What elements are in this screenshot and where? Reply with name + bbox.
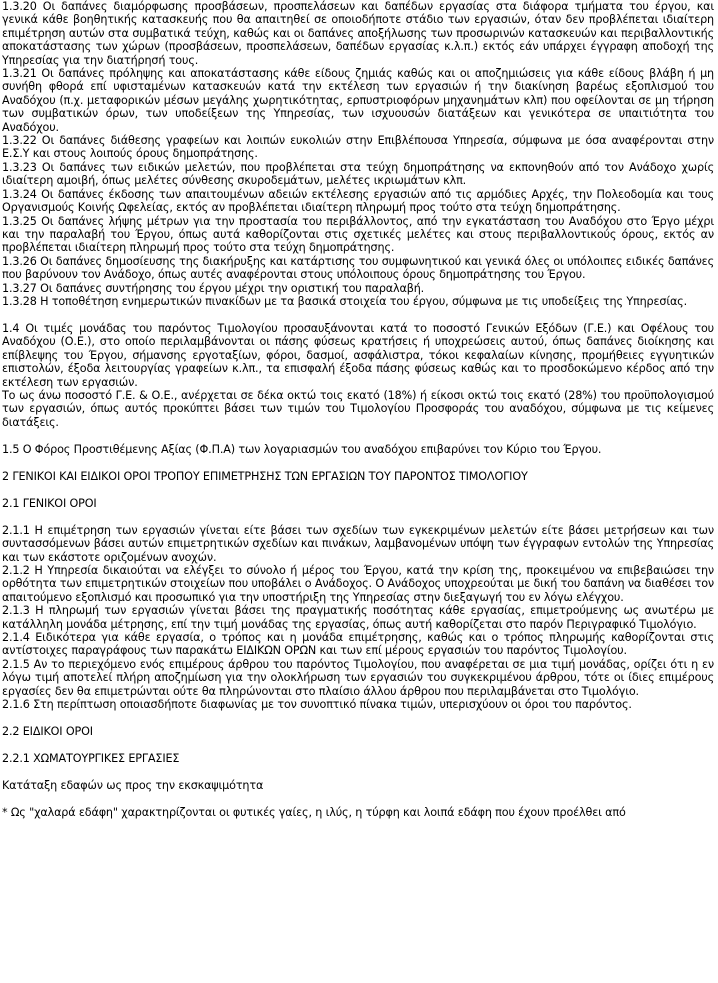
paragraph-1-3-27: 1.3.27 Οι δαπάνες συντήρησης του έργου μέχρι την οριστική του παραλαβή. bbox=[2, 281, 425, 295]
section-heading-2-2-1: 2.2.1 ΧΩΜΑΤΟΥΡΓΙΚΕΣ ΕΡΓΑΣΙΕΣ bbox=[2, 752, 180, 766]
paragraph-1-3-28: 1.3.28 Η τοποθέτηση ενημερωτικών πινακίδων με τα βασικά στοιχεία του έργου, σύμφωνα με τις υποδείξεις της Υπηρεσίας. bbox=[2, 294, 687, 308]
paragraph-1-4-rate: Το ως άνω ποσοστό Γ.Ε. & Ο.Ε., ανέρχεται σε δέκα οκτώ τοις εκατό (18%) ή είκοσι οκτώ τοις εκατό (28%) του προϋπολογισμού των εργασιών, όπως αυτός προκύπτει βάσει των τιμών του Τιμολογίου Προσφοράς του αναδόχου, σύμφωνα με τις κείμενες διατάξεις. bbox=[2, 388, 714, 429]
paragraph-1-5: 1.5 Ο Φόρος Προστιθέμενης Αξίας (Φ.Π.Α) των λογαριασμών του αναδόχου επιβαρύνει τον Κύριο του Έργου. bbox=[2, 442, 602, 456]
blank-line bbox=[2, 429, 714, 443]
paragraph-2-1-4: 2.1.4 Ειδικότερα για κάθε εργασία, ο τρόπος και η μονάδα επιμέτρησης, καθώς και ο τρόπος πληρωμής καθορίζονται στις αντίστοιχες παραγράφους των παρακάτω ΕΙΔΙΚΩΝ ΟΡΩΝ και των επί μέρους εργασιών του παρόντος Τιμολογίου. bbox=[2, 631, 714, 658]
paragraph-2-1-1: 2.1.1 Η επιμέτρηση των εργασιών γίνεται είτε βάσει των σχεδίων των εγκεκριμένων μελετών είτε βάσει μετρήσεων και των συντασσόμενων βάσει αυτών επιμετρητικών σχεδίων και πινάκων, λαμβανομένων υπόψη των έγγραφων εντολών της Υπηρεσίας και των εκάστοτε οριζομένων ανοχών. bbox=[2, 523, 714, 564]
paragraph-1-3-23: 1.3.23 Οι δαπάνες των ειδικών μελετών, που προβλέπεται στα τεύχη δημοπράτησης να εκπονηθούν από τον Ανάδοχο χωρίς ιδιαίτερη αμοιβή, όπως μελέτες σύνθεσης σκυροδεμάτων, μελέτες ικριωμάτων κλπ. bbox=[2, 160, 714, 188]
paragraph-1-3-20: 1.3.20 Οι δαπάνες διαμόρφωσης προσβάσεων, προσπελάσεων και δαπέδων εργασίας στα διάφορα τμήματα του έργου, και γενικά κάθε βοηθητικής κατασκευής που θα απαιτηθεί σε οποιοδήποτε στάδιο των εργασιών, όταν δεν προβλέπεται ιδιαίτερη επιμέτρηση αυτών στα συμβατικά τεύχη, καθώς και οι δαπάνες αποξήλωσης των προσωρινών κατασκευών και περιβαλλοντικής αποκατάστασης των χώρων (προσβάσεων, προσπελάσεων, δαπέδων εργασίας κ.λ.π.) εκτός εάν υπάρχει έγγραφη αποδοχή της Υπηρεσίας για την διατήρησή τους. bbox=[2, 0, 714, 67]
paragraph-1-4: 1.4 Οι τιμές μονάδας του παρόντος Τιμολογίου προσαυξάνονται κατά το ποσοστό Γενικών Εξόδων (Γ.Ε.) και Οφέλους του Αναδόχου (Ο.Ε.), στο οποίο περιλαμβάνονται οι πάσης φύσεως κρατήσεις ή υποχρεώσεις αυτού, όπως δαπάνες διοίκησης και επίβλεψης του Έργου, σήμανσης εργοταξίων, φόροι, δασμοί, ασφάλιστρα, τόκοι κεφαλαίων κίνησης, προμήθειες εγγυητικών επιστολών, έξοδα λειτουργίας γραφείων κ.λπ., τα επισφαλή έξοδα πάσης φύσεως καθώς και το προσδοκώμενο κέρδος από την εκτέλεση των εργασιών. bbox=[2, 321, 714, 389]
paragraph-2-1-3: 2.1.3 Η πληρωμή των εργασιών γίνεται βάσει της πραγματικής ποσότητας κάθε εργασίας, επιμετρούμενης ως ανωτέρω με κατάλληλη μονάδα μέτρησης, επί την τιμή μονάδας της εργασίας, όπως αυτή καθορίζεται στο παρόν Περιγραφικό Τιμολόγιο. bbox=[2, 604, 714, 631]
paragraph-1-3-26: 1.3.26 Οι δαπάνες δημοσίευσης της διακήρυξης και κατάρτισης του συμφωνητικού και γενικά όλες οι υπόλοιπες ειδικές δαπάνες που βαρύνουν τον Ανάδοχο, όπως αυτές αναφέρονται στους υπόλοιπους όρους δημοπράτησης του Έργου. bbox=[2, 254, 714, 282]
blank-line bbox=[2, 308, 714, 322]
paragraph-2-1-2: 2.1.2 Η Υπηρεσία δικαιούται να ελέγξει το σύνολο ή μέρος του Έργου, κατά την κρίση της, προκειμένου να επιβεβαιώσει την ορθότητα των επιμετρητικών στοιχείων που υποβάλει ο Ανάδοχος. Ο Ανάδοχος υποχρεούται με δική του δαπάνη να διαθέσει τον απαιτούμενο εξοπλισμό και προσωπικό για την υποστήριξη της Υπηρεσίας στην διεξαγωγή του εν λόγω ελέγχου. bbox=[2, 564, 714, 604]
blank-line bbox=[2, 711, 714, 725]
paragraph-1-3-21: 1.3.21 Οι δαπάνες πρόληψης και αποκατάστασης κάθε είδους ζημιάς καθώς και οι αποζημιώσεις για κάθε είδους βλάβη ή μη συνήθη φθορά επί υφισταμένων κατασκευών κατά την εκτέλεση των εργασιών ή την διακίνηση βαρέως εξοπλισμού του Αναδόχου (π.χ. μεταφορικών μέσων μεγάλης χωρητικότητας, ερπυστριοφόρων μηχανημάτων κλπ) που οφείλονται σε μη τήρηση των συμβατικών όρων, των υποδείξεων της Υπηρεσίας, των ισχυουσών διατάξεων και γενικότερα σε υπαιτιότητα του Αναδόχου. bbox=[2, 67, 714, 134]
paragraph-2-1-6: 2.1.6 Στη περίπτωση οποιασδήποτε διαφωνίας με τον συνοπτικό πίνακα τιμών, υπερισχύουν οι όροι του παρόντος. bbox=[2, 698, 632, 712]
blank-line bbox=[2, 510, 714, 524]
blank-line bbox=[2, 483, 714, 497]
section-heading-2-2: 2.2 ΕΙΔΙΚΟΙ ΟΡΟΙ bbox=[2, 725, 93, 739]
document-page bbox=[2, 0, 714, 819]
paragraph-1-3-25: 1.3.25 Οι δαπάνες λήψης μέτρων για την προστασία του περιβάλλοντος, από την εγκατάσταση του Αναδόχου στο Έργο μέχρι και την παραλαβή του Έργου, όπως αυτά καθορίζονται στις σχετικές μελέτες και στους περιβαλλοντικούς όρους, εκτός αν προβλέπεται ιδιαίτερη πληρωμή προς τούτο στα τεύχη δημοπράτησης. bbox=[2, 214, 714, 255]
section-heading-2: 2 ΓΕΝΙΚΟΙ ΚΑΙ ΕΙΔΙΚΟΙ ΟΡΟΙ ΤΡΟΠΟΥ ΕΠΙΜΕΤΡΗΣΗΣ ΤΩΝ ΕΡΓΑΣΙΩΝ ΤΟΥ ΠΑΡΟΝΤΟΣ ΤΙΜΟΛΟΓΙΟΥ bbox=[2, 469, 528, 483]
blank-line bbox=[2, 456, 714, 470]
paragraph-1-3-24: 1.3.24 Οι δαπάνες έκδοσης των απαιτουμένων αδειών εκτέλεσης εργασιών από τις αρμόδιες Αρχές, την Πολεοδομία και τους Οργανισμούς Κοινής Ωφελείας, εκτός αν προβλέπεται ιδιαίτερη πληρωμή προς τούτο στα τεύχη δημοπράτησης. bbox=[2, 187, 714, 215]
paragraph-loose-soils: * Ως "χαλαρά εδάφη" χαρακτηρίζονται οι φυτικές γαίες, η ιλύς, η τύρφη και λοιπά εδάφη που έχουν προέλθει από bbox=[2, 806, 626, 820]
blank-line bbox=[2, 792, 714, 806]
section-heading-2-1: 2.1 ΓΕΝΙΚΟΙ ΟΡΟΙ bbox=[2, 496, 97, 510]
paragraph-2-1-5: 2.1.5 Αν το περιεχόμενο ενός επιμέρους άρθρου του παρόντος Τιμολογίου, που αναφέρεται σε μια τιμή μονάδας, ορίζει ότι η εν λόγω τιμή αποτελεί πλήρη αποζημίωση για την ολοκλήρωση των εργασιών του συγκεκριμένου άρθρου, τότε οι ίδιες επιμέρους εργασίες δεν θα επιμετρώνται ούτε θα πληρώνονται στο πλαίσιο άλλου άρθρου που περιλαμβάνεται στο Τιμολόγιο. bbox=[2, 657, 714, 698]
blank-line bbox=[2, 738, 714, 752]
paragraph-soil-classification: Κατάταξη εδαφών ως προς την εκσκαψιμότητα bbox=[2, 779, 264, 793]
paragraph-1-3-22: 1.3.22 Οι δαπάνες διάθεσης γραφείων και λοιπών ευκολιών στην Επιβλέπουσα Υπηρεσία, σύμφωνα με όσα αναφέρονται στην Ε.Σ.Υ και στους λοιπούς όρους δημοπράτησης. bbox=[2, 134, 714, 161]
blank-line bbox=[2, 765, 714, 779]
